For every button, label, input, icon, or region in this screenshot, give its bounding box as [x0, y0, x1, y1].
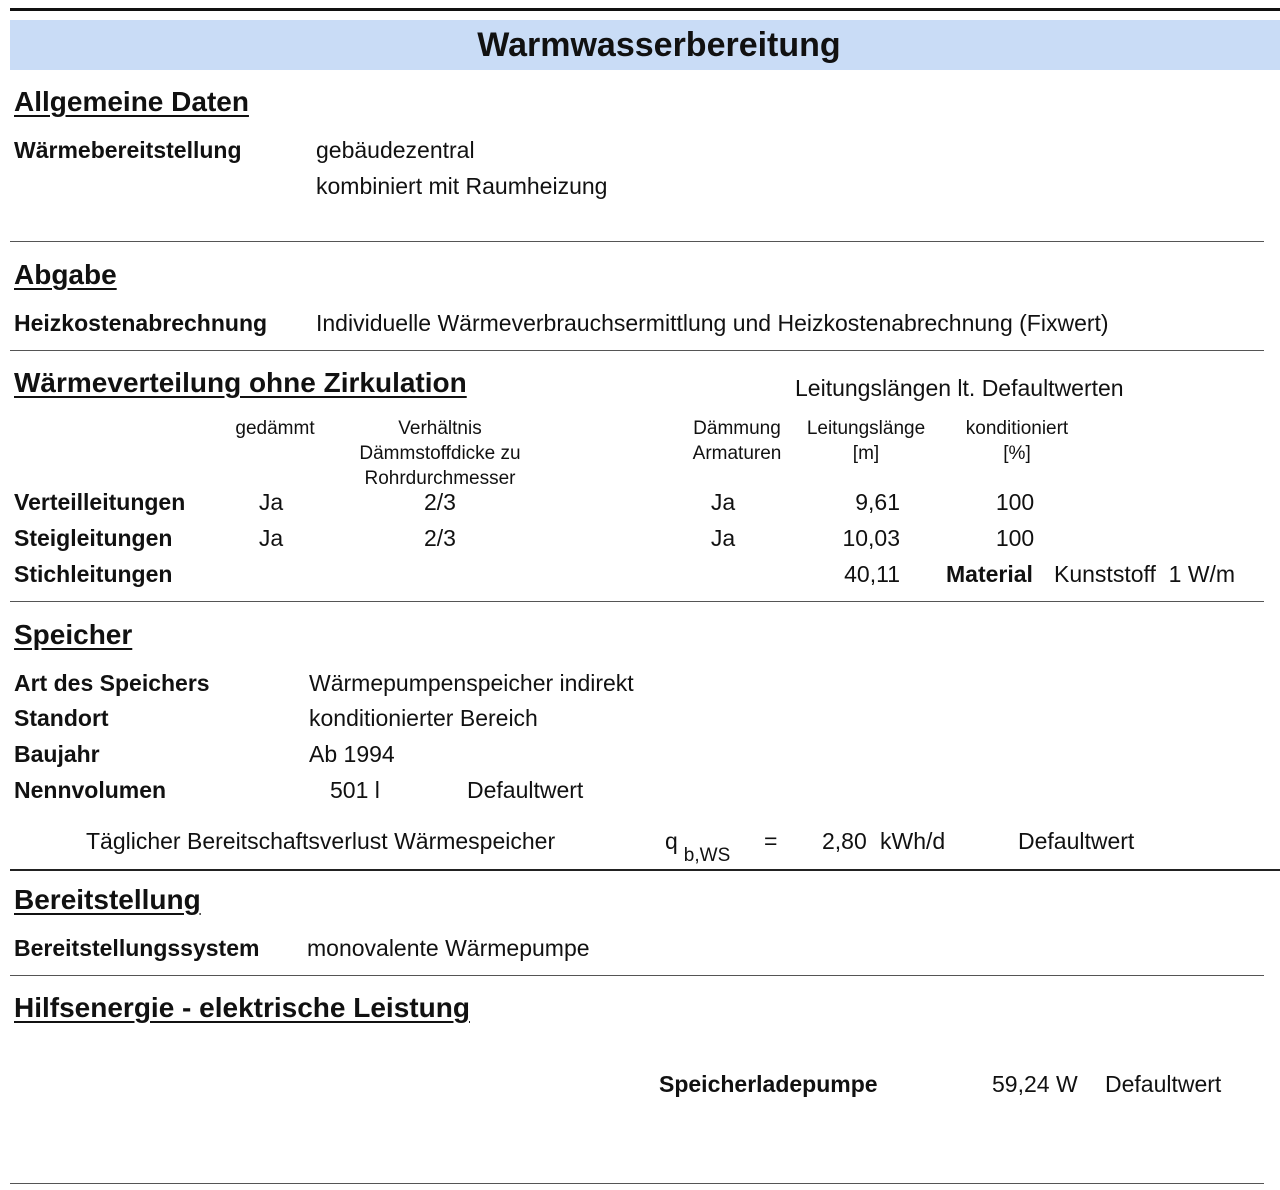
column-header-daemmung: Dämmung Armaturen [692, 418, 782, 464]
page-title: Warmwasserbereitung [477, 25, 841, 64]
section-heading-allgemein: Allgemeine Daten [14, 86, 249, 117]
table-cell: Ja [258, 489, 284, 515]
bereitstellungssystem-value: monovalente Wärmepumpe [307, 935, 590, 961]
divider [10, 350, 1264, 351]
baujahr-label: Baujahr [14, 741, 100, 767]
bereitschaftsverlust-symbol: $q_{b,WS}$ [665, 828, 731, 866]
section-heading-abgabe: Abgabe [14, 259, 117, 290]
column-header-gedaemmt: gedämmt [235, 418, 315, 439]
bereitstellungssystem-label: Bereitstellungssystem [14, 935, 260, 961]
divider [10, 1183, 1264, 1184]
bereitschaftsverlust-label: Täglicher Bereitschaftsverlust Wärmespeicher [86, 828, 556, 854]
table-cell: 40,11 [844, 561, 900, 587]
table-cell: Ja [710, 489, 736, 515]
bereitschaftsverlust-note: Defaultwert [1018, 828, 1135, 854]
table-row-label: Steigleitungen [14, 525, 173, 551]
equals-sign: = [764, 828, 778, 854]
column-header-verhaeltnis: Verhältnis Dämmstoffdicke zu Rohrdurchmesser [359, 418, 521, 489]
table-cell: 10,03 [842, 525, 900, 551]
divider [10, 975, 1264, 976]
speicherladepumpe-label: Speicherladepumpe [659, 1071, 878, 1097]
waermebereitstellung-value-1: gebäudezentral [316, 137, 475, 163]
standort-label: Standort [14, 705, 109, 731]
bereitschaftsverlust-value: 2,80 [822, 828, 867, 854]
nennvolumen-label: Nennvolumen [14, 777, 167, 803]
divider [10, 601, 1264, 602]
divider [10, 241, 1264, 242]
heizkostenabrechnung-value: Individuelle Wärmeverbrauchsermittlung und Heizkostenabrechnung (Fixwert) [316, 310, 1109, 336]
heizkostenabrechnung-label: Heizkostenabrechnung [14, 310, 268, 336]
standort-value: konditionierter Bereich [309, 705, 538, 731]
baujahr-value: Ab 1994 [309, 741, 395, 767]
divider [10, 869, 1280, 871]
column-header-leitungslaenge: Leitungslänge [m] [806, 418, 926, 464]
bereitschaftsverlust-unit: kWh/d [880, 828, 946, 854]
speicherladepumpe-note: Defaultwert [1105, 1071, 1222, 1097]
waermebereitstellung-label: Wärmebereitstellung [14, 137, 242, 163]
table-cell: 100 [995, 489, 1035, 515]
section-heading-verteilung: Wärmeverteilung ohne Zirkulation [14, 367, 467, 398]
nennvolumen-note: Defaultwert [467, 777, 584, 803]
table-row-label: Stichleitungen [14, 561, 173, 587]
material-value: Kunststoff 1 W/m [1054, 561, 1236, 587]
title-bar [10, 20, 1280, 70]
section-heading-bereitstellung: Bereitstellung [14, 884, 201, 915]
column-header-konditioniert: konditioniert [%] [965, 418, 1069, 464]
table-cell: Ja [258, 525, 284, 551]
art-des-speichers-label: Art des Speichers [14, 670, 210, 696]
waermebereitstellung-value-2: kombiniert mit Raumheizung [316, 173, 608, 199]
table-cell: 9,61 [855, 489, 900, 515]
speicherladepumpe-value: 59,24 W [992, 1071, 1078, 1097]
leitungslaengen-note: Leitungslängen lt. Defaultwerten [795, 375, 1124, 401]
material-label: Material [946, 561, 1033, 587]
section-heading-speicher: Speicher [14, 619, 133, 650]
table-cell: 2/3 [424, 489, 456, 515]
table-row-label: Verteilleitungen [14, 489, 186, 515]
nennvolumen-value: 501 l [330, 777, 380, 803]
table-cell: 100 [995, 525, 1035, 551]
art-des-speichers-value: Wärmepumpenspeicher indirekt [309, 670, 634, 696]
table-cell: Ja [710, 525, 736, 551]
section-heading-hilfsenergie: Hilfsenergie - elektrische Leistung [14, 992, 470, 1023]
table-cell: 2/3 [424, 525, 456, 551]
bereitschaftsverlust-subscript: b,WS [683, 845, 731, 866]
top-rule [10, 8, 1280, 11]
